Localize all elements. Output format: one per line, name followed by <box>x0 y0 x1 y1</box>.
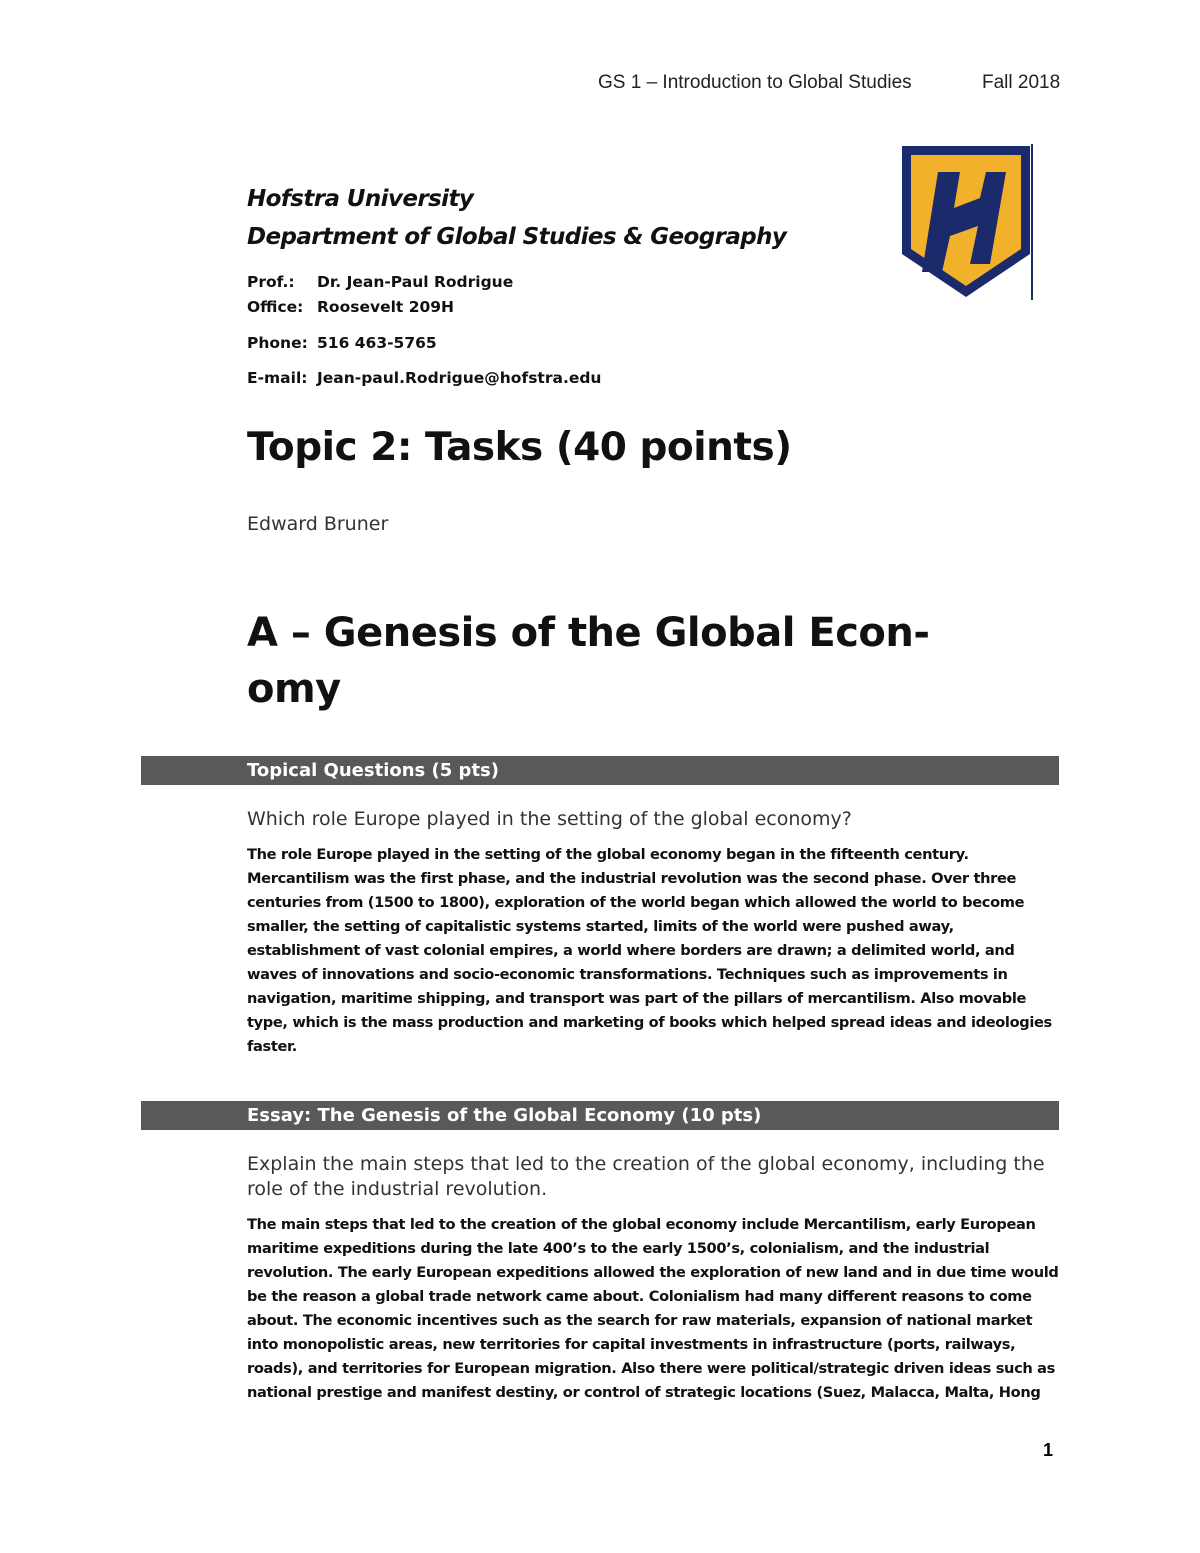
author-name: Edward Bruner <box>247 513 389 535</box>
term-header: Fall 2018 <box>982 72 1061 93</box>
essay-answer: The main steps that led to the creation of the global economy include Mercantilism, early European maritime expeditions during the late 400’s to the early 1500’s, colonialism, and the industrial revolution. The early European expeditions allowed the exploration of new land and in due time would be the reason a global trade network came about. Colonialism had many different reasons to come about. The economic incentives such as the search for raw materials, expansion of national market into monopolistic areas, new territories for capital investments in infrastructure (ports, railways, roads), and territories for European migration. Also there were political/strategic driven ideas such as national prestige and manifest destiny, or control of strategic locations (Suez, Malacca, Malta, Hong <box>247 1216 1059 1401</box>
topical-question: Which role Europe played in the setting of the global economy? <box>247 808 852 830</box>
topical-answer: The role Europe played in the setting of the global economy began in the fifteenth century. Mercantilism was the first phase, and the industrial revolution was the second phase. Over three centuries from (1500 to 1800), exploration of the world began which allowed the world to become smaller, the setting of capitalistic systems started, limits of the world were pushed away, establishment of vast colonial empires, a world where borders are drawn; a delimited world, and waves of innovations and socio-economic transformations. Techniques such as improvements in navigation, maritime shipping, and transport was part of the pillars of mercantilism. Also movable type, which is the mass production and marketing of books which helped spread ideas and ideologies faster. <box>247 846 1052 1055</box>
contact-prof <box>247 273 513 291</box>
essay-question: Explain the main steps that led to the creation of the global economy, including the role of the industrial revolution. <box>247 1153 1045 1200</box>
section-title: A – Genesis of the Global Econ-omy <box>247 610 930 712</box>
phone-label: Phone: <box>247 334 308 352</box>
topical-questions-bar: Topical Questions (5 pts) <box>141 756 1059 785</box>
contact-phone <box>247 334 437 352</box>
contact-office <box>247 298 454 316</box>
contact-email <box>247 369 601 387</box>
topic-title: Topic 2: Tasks (40 points) <box>247 425 792 470</box>
prof-label: Prof.: <box>247 273 295 291</box>
department-name: Department of Global Studies & Geography <box>247 224 787 250</box>
email-value: Jean-paul.Rodrigue@hofstra.edu <box>317 369 602 387</box>
university-name: Hofstra University <box>247 186 474 212</box>
prof-value: Dr. Jean-Paul Rodrigue <box>317 273 514 291</box>
office-value: Roosevelt 209H <box>317 298 455 316</box>
office-label: Office: <box>247 298 304 316</box>
hofstra-logo-icon <box>898 142 1038 302</box>
phone-value: 516 463-5765 <box>317 334 437 352</box>
course-header: GS 1 – Introduction to Global Studies <box>598 72 912 93</box>
page-number: 1 <box>1043 1440 1054 1460</box>
essay-bar: Essay: The Genesis of the Global Economy (10 pts) <box>141 1101 1059 1130</box>
email-label: E-mail: <box>247 369 308 387</box>
